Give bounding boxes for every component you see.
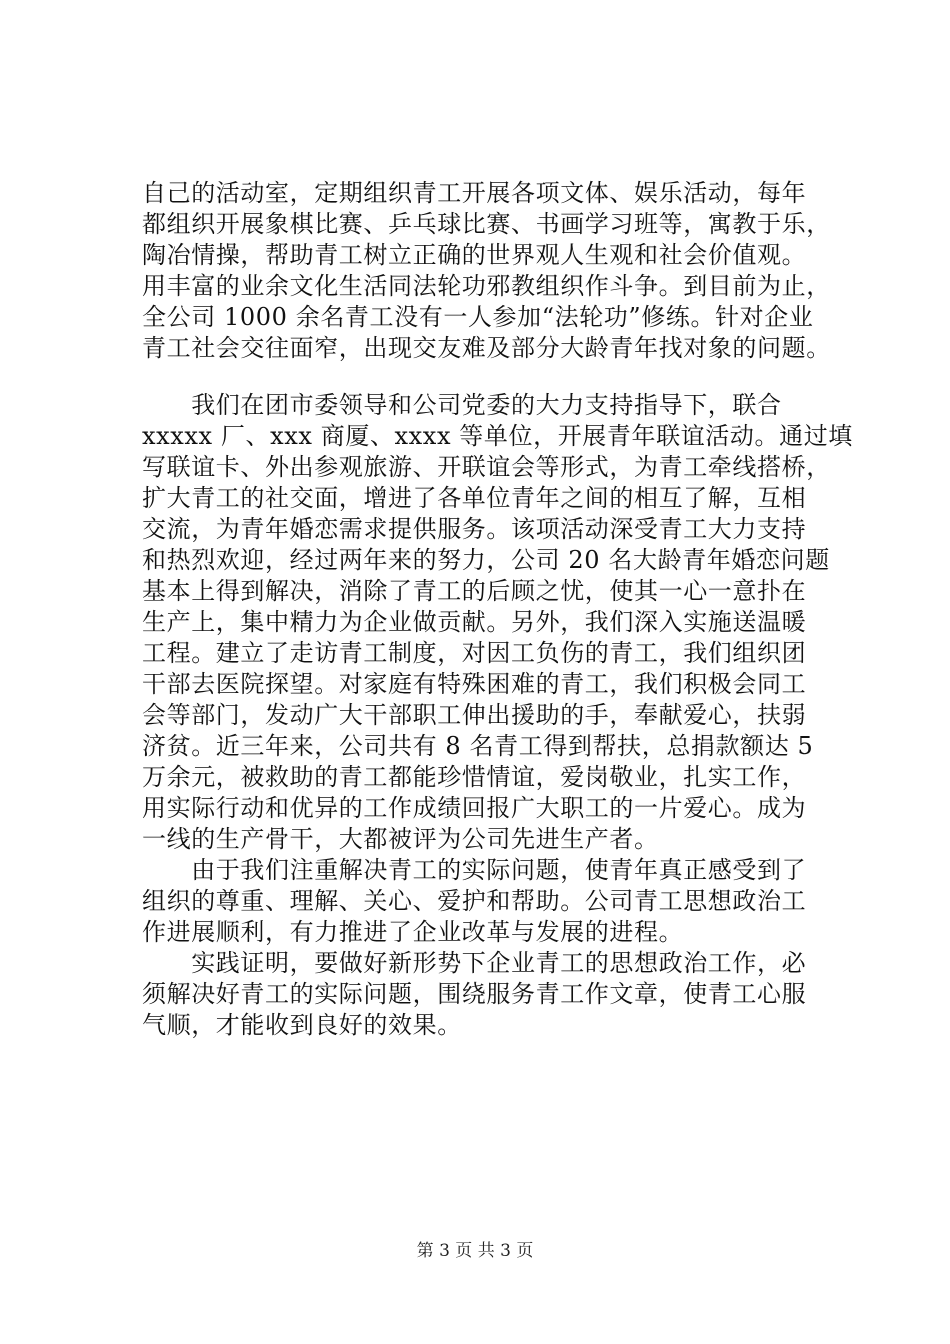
text-line: 自己的活动室，定期组织青工开展各项文体、娱乐活动，每年 [142, 179, 807, 207]
text-line: 和热烈欢迎，经过两年来的努力，公司 20 名大龄青年婚恋问题 [142, 546, 830, 574]
text-line: 气顺，才能收到良好的效果。 [142, 1011, 462, 1039]
text-line: 交流，为青年婚恋需求提供服务。该项活动深受青工大力支持 [142, 515, 807, 543]
text-line: 济贫。近三年来，公司共有 8 名青工得到帮扶，总捐款额达 5 [142, 732, 814, 760]
text-line: 万余元，被救助的青工都能珍惜情谊，爱岗敬业，扎实工作， [142, 763, 807, 791]
text-line: 会等部门，发动广大干部职工伸出援助的手，奉献爱心，扶弱 [142, 701, 807, 729]
text-line: 干部去医院探望。对家庭有特殊困难的青工，我们积极会同工 [142, 670, 807, 698]
text-line: 我们在团市委领导和公司党委的大力支持指导下，联合 [142, 391, 782, 419]
text-line: 工程。建立了走访青工制度，对因工负伤的青工，我们组织团 [142, 639, 807, 667]
text-line: 写联谊卡、外出参观旅游、开联谊会等形式，为青工牵线搭桥， [142, 453, 831, 481]
text-line: 基本上得到解决，消除了青工的后顾之忧，使其一心一意扑在 [142, 577, 807, 605]
paragraph-youth-activities [142, 390, 853, 1041]
text-line: 青工社会交往面窄，出现交友难及部分大龄青年找对象的问题。 [142, 334, 831, 362]
text-line: 扩大青工的社交面，增进了各单位青年之间的相互了解，互相 [142, 484, 807, 512]
text-line: 陶冶情操，帮助青工树立正确的世界观人生观和社会价值观。 [142, 241, 807, 269]
text-line: 生产上，集中精力为企业做贡献。另外，我们深入实施送温暖 [142, 608, 807, 636]
text-line: 全公司 1000 余名青工没有一人参加“法轮功”修练。针对企业 [142, 303, 814, 331]
text-line: 都组织开展象棋比赛、乒乓球比赛、书画学习班等，寓教于乐， [142, 210, 831, 238]
text-line: 用实际行动和优异的工作成绩回报广大职工的一片爱心。成为 [142, 794, 807, 822]
page-number-footer: 第 3 页 共 3 页 [416, 1241, 534, 1261]
text-line: 由于我们注重解决青工的实际问题，使青年真正感受到了 [142, 856, 807, 884]
text-line: 作进展顺利，有力推进了企业改革与发展的进程。 [142, 918, 684, 946]
text-line: 须解决好青工的实际问题，围绕服务青工作文章，使青工心服 [142, 980, 807, 1008]
text-line: 实践证明，要做好新形势下企业青工的思想政治工作，必 [142, 949, 807, 977]
text-line: xxxxx 厂、xxx 商厦、xxxx 等单位，开展青年联谊活动。通过填 [142, 422, 853, 450]
paragraph-activity-room [142, 178, 831, 364]
text-line: 一线的生产骨干，大都被评为公司先进生产者。 [142, 825, 659, 853]
text-line: 用丰富的业余文化生活同法轮功邪教组织作斗争。到目前为止， [142, 272, 831, 300]
text-line: 组织的尊重、理解、关心、爱护和帮助。公司青工思想政治工 [142, 887, 807, 915]
